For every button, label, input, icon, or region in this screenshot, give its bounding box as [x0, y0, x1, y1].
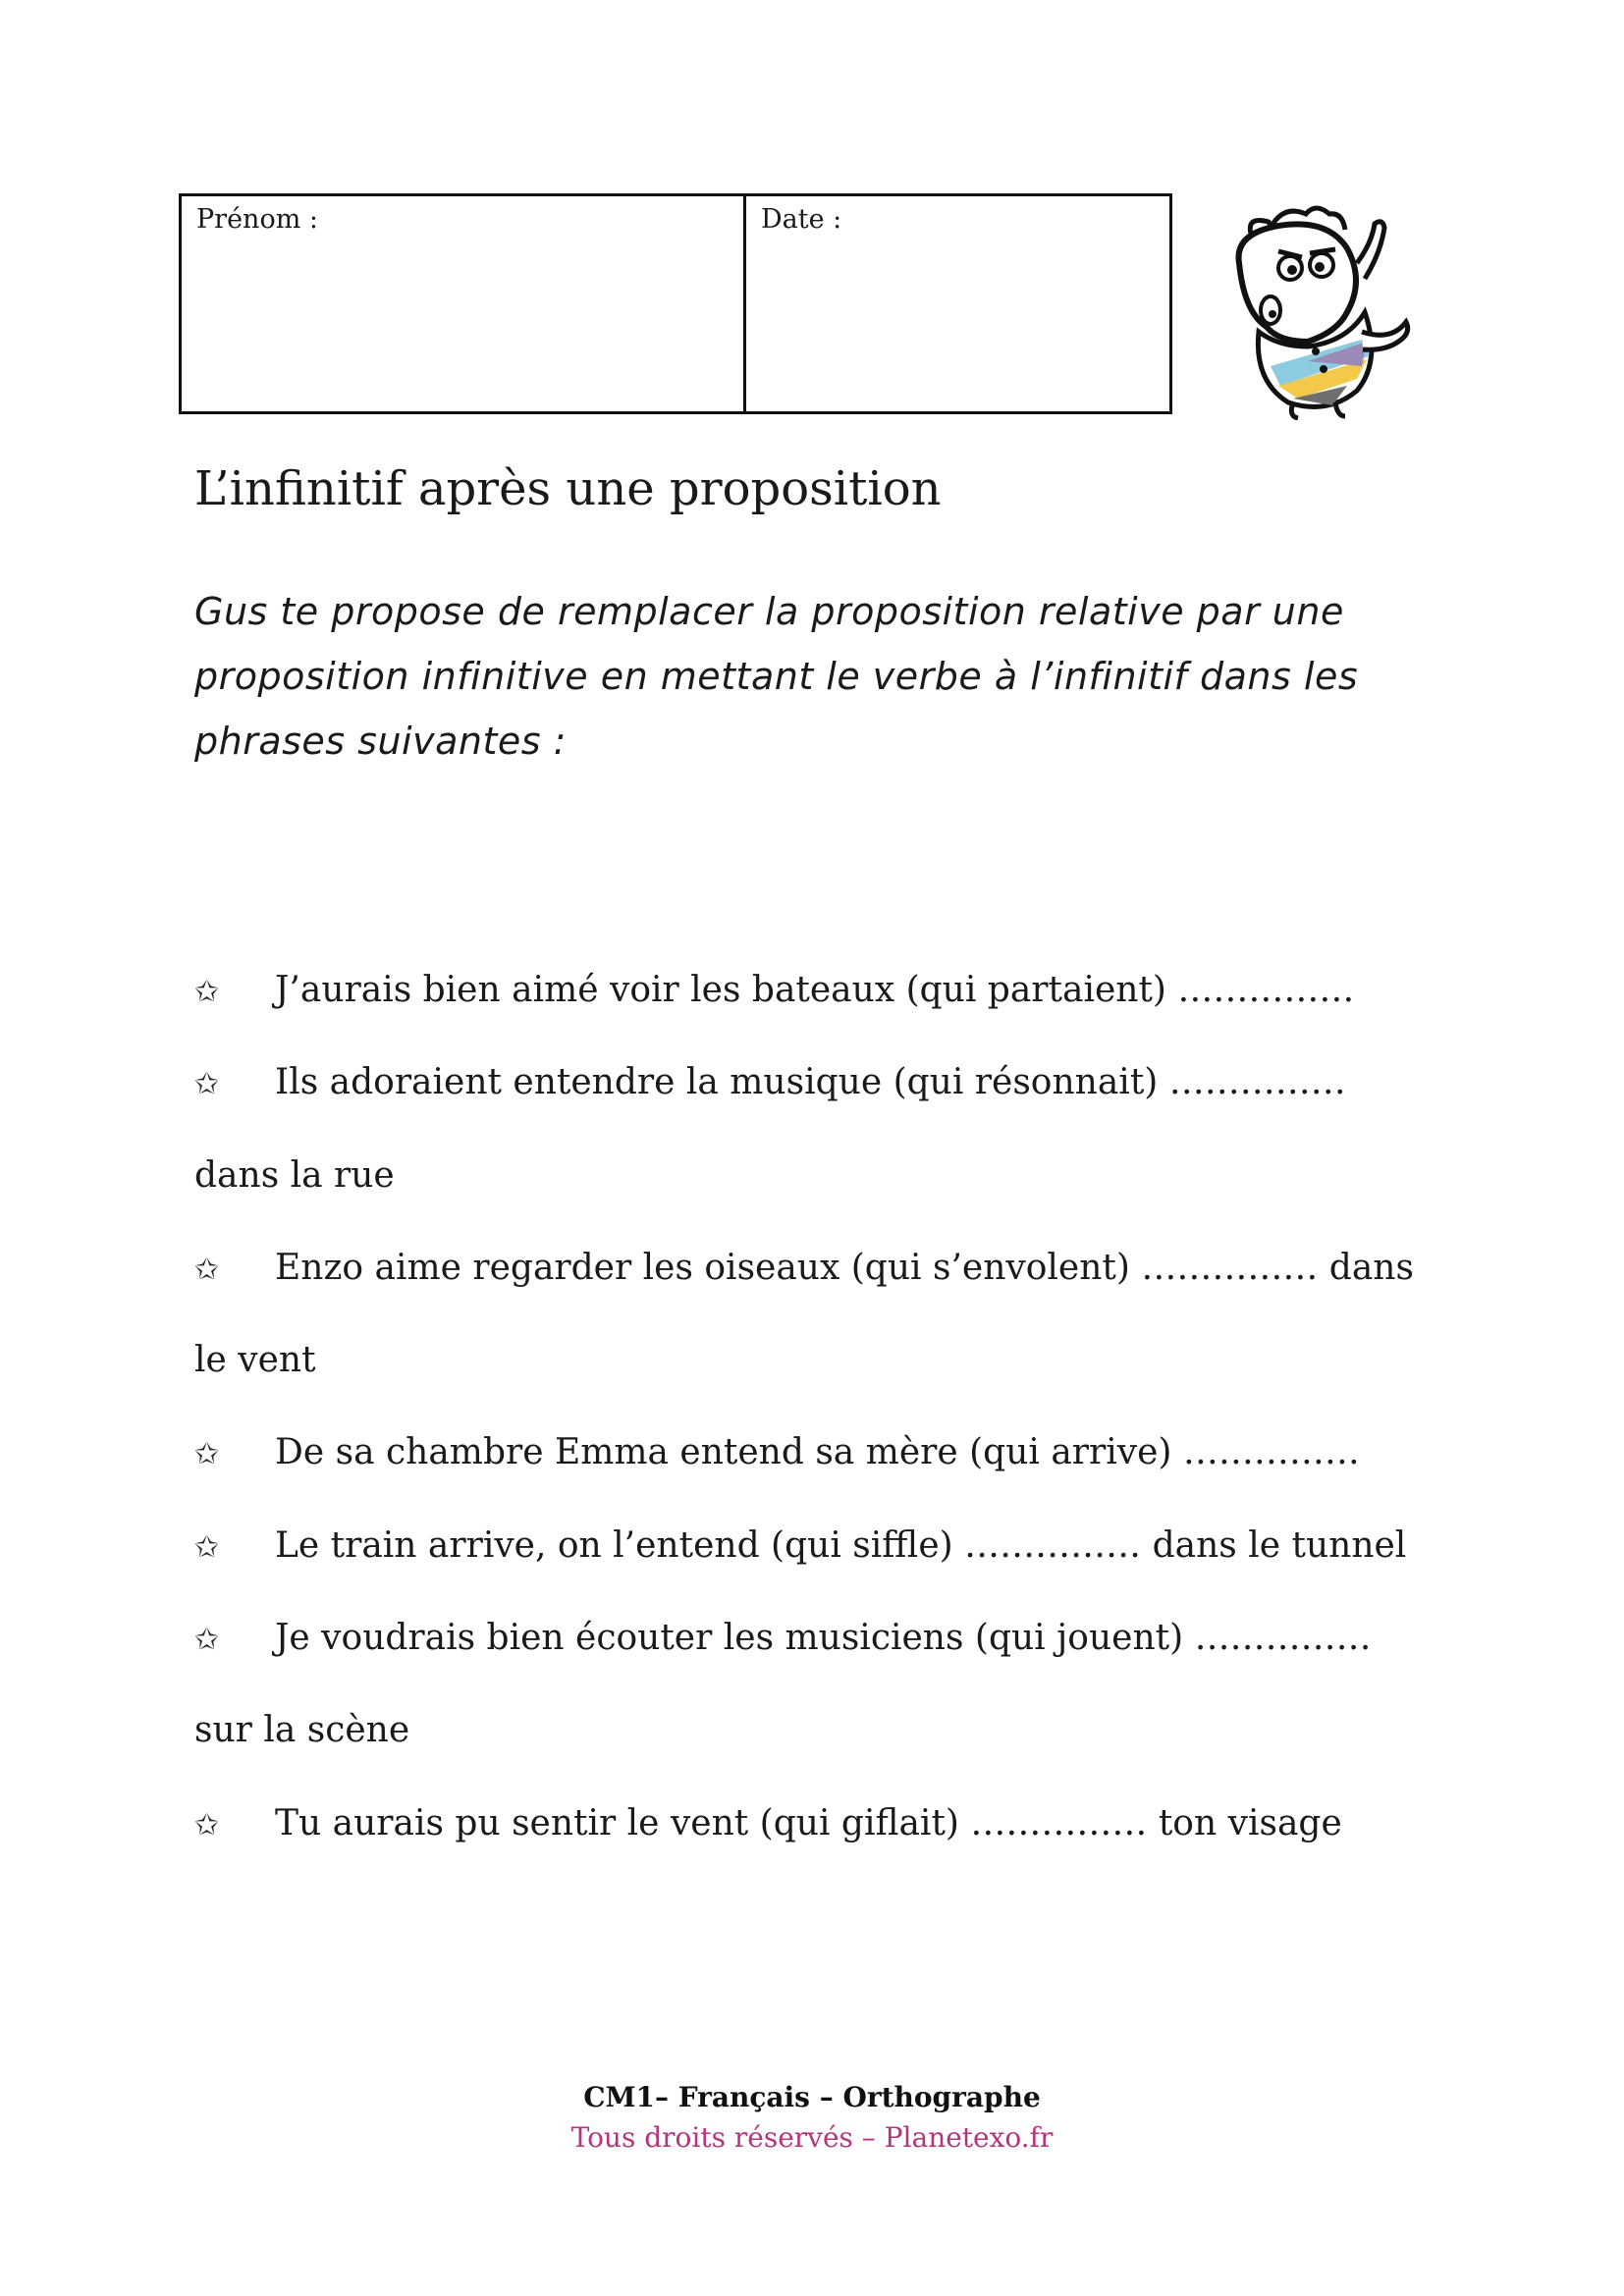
exercise-sentence[interactable]: le vent — [194, 1340, 316, 1381]
exercise-sentence[interactable]: J’aurais bien aimé voir les bateaux (qui partaient) …………… — [275, 970, 1355, 1010]
page-title: L’infinitif après une proposition — [194, 461, 942, 516]
prenom-field[interactable] — [182, 196, 746, 411]
star-bullet-icon: ✩ — [194, 1807, 220, 1842]
instructions-text: Gus te propose de remplacer la proposition relative par une proposition infinitive en mettant le verbe à l’infinitif dans les phrases suivantes : — [194, 590, 1359, 763]
prenom-label: Prénom : — [196, 204, 318, 235]
exercise-sentence[interactable]: Enzo aime regarder les oiseaux (qui s’envolent) …………… dans — [275, 1247, 1414, 1288]
exercise-sentence[interactable]: Je voudrais bien écouter les musiciens (qui jouent) …………… — [275, 1618, 1372, 1659]
star-bullet-icon: ✩ — [194, 1437, 220, 1472]
exercise-item — [194, 1778, 1490, 1870]
star-bullet-icon: ✩ — [194, 1067, 220, 1102]
exercise-item — [194, 944, 1490, 1037]
exercise-item-continuation — [194, 1130, 1490, 1222]
exercise-sentence[interactable]: Le train arrive, on l’entend (qui siffle) …………… dans le tunnel — [275, 1524, 1407, 1566]
exercise-item — [194, 1222, 1490, 1314]
exercise-sentence[interactable]: Tu aurais pu sentir le vent (qui giflait) …………… ton visage — [275, 1802, 1342, 1843]
date-label: Date : — [761, 204, 842, 235]
sheep-mascot-icon — [1200, 194, 1416, 420]
exercise-sentence[interactable]: Ils adoraient entendre la musique (qui résonnait) …………… — [275, 1062, 1346, 1103]
exercise-item — [194, 1592, 1490, 1684]
exercise-item-continuation — [194, 1684, 1490, 1777]
star-bullet-icon: ✩ — [194, 1623, 220, 1658]
exercise-item — [194, 1407, 1490, 1499]
exercise-sentence[interactable]: De sa chambre Emma entend sa mère (qui arrive) …………… — [275, 1432, 1360, 1473]
star-bullet-icon: ✩ — [194, 1529, 220, 1565]
exercise-sentence[interactable]: dans la rue — [194, 1154, 395, 1196]
star-bullet-icon: ✩ — [194, 1252, 220, 1287]
footer-title: CM1– Français – Orthographe — [583, 2081, 1041, 2113]
date-field[interactable] — [746, 196, 1169, 411]
star-bullet-icon: ✩ — [194, 975, 220, 1009]
exercise-item-continuation — [194, 1314, 1490, 1407]
name-date-box — [179, 193, 1172, 414]
footer-rights: Tous droits réservés – Planetexo.fr — [570, 2121, 1054, 2154]
exercise-sentence[interactable]: sur la scène — [194, 1710, 410, 1751]
exercise-list — [194, 944, 1490, 1870]
exercise-item — [194, 1500, 1490, 1592]
exercise-item — [194, 1037, 1490, 1129]
